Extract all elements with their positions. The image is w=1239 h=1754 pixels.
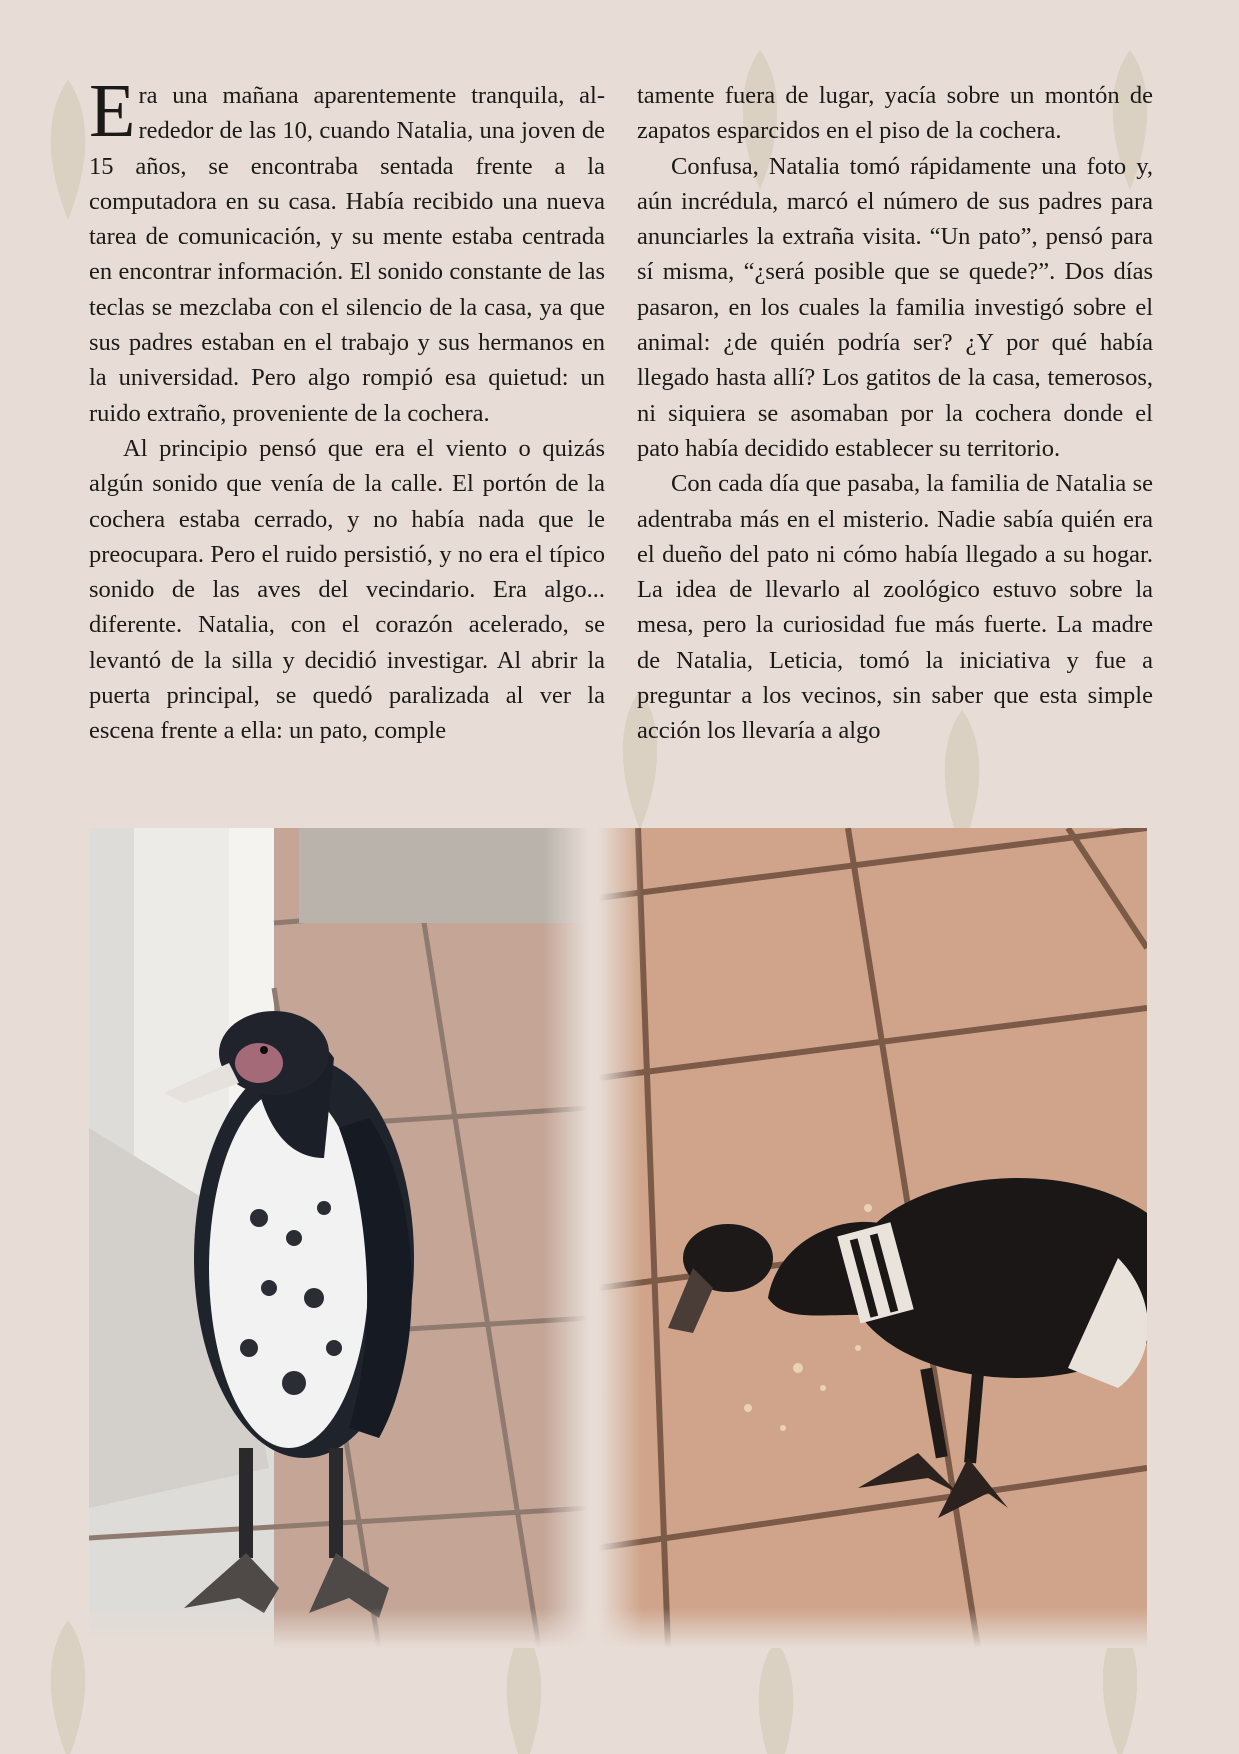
- paragraph-text: ra una mañana aparentemente tranquila, alrededor de las 10, cuando Natalia, una joven de 15 años, se encontraba sentada frente a la computadora en su casa. Había recibido una nueva tarea de comunicación, y su mente estaba centrada en encontrar información. El sonido constante de las teclas se mezclaba con el silencio de la casa, ya que sus padres estaban en el trabajo y sus hermanos en la universidad. Pero algo rompió esa quietud: un ruido extraño, proveniente de la cochera.: [89, 82, 605, 427]
- article-column-right: [637, 78, 1153, 749]
- duck-eating-photo: [598, 828, 1147, 1648]
- drop-cap: E: [89, 69, 136, 153]
- paragraph: [89, 69, 605, 431]
- duck-standing-photo: [89, 828, 589, 1648]
- paragraph: Con cada día que pasaba, la familia de Natalia se adentraba más en el misterio. Nadie sabía quién era el dueño del pato ni cómo había llegado a su hogar. La idea de llevarlo al zoológico estuvo sobre la mesa, pero la curiosidad fue más fuerte. La madre de Natalia, Leticia, tomó la iniciativa y fue a preguntar a los vecinos, sin saber que esta simple acción los llevaría a algo: [637, 470, 1153, 745]
- article-column-left: [89, 69, 605, 749]
- paragraph: Confusa, Natalia tomó rápidamente una foto y, aún incrédula, marcó el número de sus padres para anunciarles la extraña visita. “Un pato”, pensó para sí misma, “¿será posible que se quede?”. Dos días pasaron, en los cuales la familia investigó sobre el animal: ¿de quién podría ser? ¿Y por qué había llegado hasta allí? Los gatitos de la casa, temerosos, ni siquiera se asomaban por la cochera donde el pato había decidido establecer su territorio.: [637, 152, 1153, 462]
- paragraph: Al principio pensó que era el viento o quizás algún sonido que venía de la calle. El portón de la cochera estaba cerrado, y no había nada que le preocupara. Pero el ruido persistió, y no era el típico sonido de las aves del vecindario. Era algo... diferente. Natalia, con el corazón acelerado, se levantó de la silla y decidió investigar. Al abrir la puerta principal, se quedó paralizada al ver la escena frente a ella: un pato, comple: [89, 434, 605, 745]
- paragraph: tamente fuera de lugar, yacía sobre un montón de zapatos esparcidos en el piso de la cochera.: [637, 82, 1153, 145]
- duck-eating-illustration: [598, 828, 1147, 1648]
- duck-standing-illustration: [89, 828, 589, 1648]
